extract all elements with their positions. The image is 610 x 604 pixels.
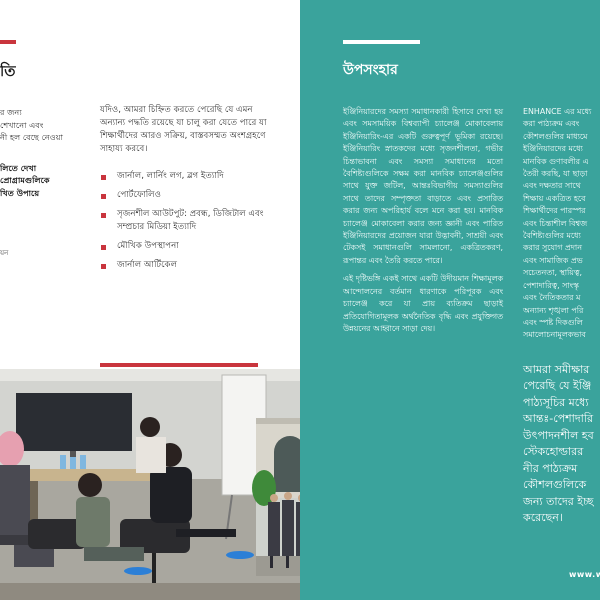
text-line: নীর পাঠ্যক্রম	[523, 461, 578, 475]
text-line: স্টেকহোল্ডারর	[523, 445, 584, 459]
website-url[interactable]: www.wa	[569, 570, 610, 579]
text-line: আমরা সমীক্ষার	[523, 362, 590, 376]
text-line: শিক্ষার্থীদের পারস্পর	[523, 206, 586, 216]
list-item: জার্নাল, লার্নিং লগ, ব্লগ ইত্যাদি	[100, 170, 280, 183]
list-item: পোর্টফোলিও	[100, 189, 280, 202]
text-line: পেশাদারিত্ব, সাংস্কৃ	[523, 280, 579, 290]
left-page	[0, 0, 300, 600]
text-line: লিতে দেখা	[0, 162, 37, 173]
title-accent-bar	[0, 40, 16, 44]
list-item: মৌখিক উপস্থাপনা	[100, 240, 280, 253]
text-line: কৌশলগুলিকে	[523, 478, 587, 492]
text-line: করেছেন।	[523, 511, 563, 525]
text-line: কৌশলগুলির মাধ্যমে	[523, 131, 588, 141]
text-line: র জন্য	[0, 107, 22, 117]
text-line: শিক্ষায় একত্রিত হবে	[523, 193, 586, 203]
paragraph: ইঞ্জিনিয়ারদের সমস্যা সমাধানকারী হিসাবে দেখা হয় এবং সমসাময়িক বিশ্বব্যাপী চ্যালেঞ্জ মোকাবেলায় ইঞ্জিনিয়ারিং-এর একটি গুরুত্বপূর্ণ ভূমিকা রয়েছে। ইঞ্জিনিয়ারিং স্নাতকদের মধ্যে সৃজনশীলতা, গভীর চিন্তাভাবনা এবং সমস্যা সমাধানের মতো বৈশিষ্ট্যগুলিকে সক্ষম করা মানবিক চ্যালেঞ্জগুলির সাথে যুক্ত জটিল, আন্তঃবিভাগীয় সমস্যাগুলির সাথে তাদের সম্পৃক্ততা বাড়াতে এবং প্রসারিত করার জন্য অপরিহার্য বলে মনে করা হয়। মানবিক চ্যালেঞ্জ মোকাবেলা করার জন্য জ্ঞানী এবং পারিত ইঞ্জিনিয়ারদের প্রয়োজন যারা উদ্ভাবনী, সাশ্রয়ী এবং টেকসই সমাধানগুলি সামলানো, একত্রিতকরণ, রূপান্তর এবং তৈরি করতে পারে।	[343, 107, 503, 265]
text-line: এবং নৈতিকতার ম	[523, 293, 581, 303]
text-line: করা পাঠ্যক্রম এবং	[523, 119, 580, 129]
accent-divider	[100, 363, 258, 367]
text-line: বৈশিষ্ট্যগুলির মধ্যে	[523, 231, 581, 241]
conclusion-column	[343, 106, 503, 341]
text-line: এবং সামাজিক প্রভ	[523, 255, 583, 265]
page-title: তি	[0, 62, 16, 80]
text-line: শেখানো এবং	[0, 119, 44, 130]
right-page	[300, 0, 610, 600]
section-title: উপসংহার	[343, 62, 398, 78]
methods-column	[100, 104, 280, 278]
text-line: খিত উপায়ে	[0, 187, 40, 198]
text-line: জন্য তাদের ইচ্ছ	[523, 494, 594, 508]
text-line: প্রোগ্রামগুলিকে	[0, 175, 50, 185]
paragraph: এই দৃষ্টিভঙ্গি একই সাথে একটি উদীয়মান শিক্ষামূলক আন্দোলনের বর্তমান ধারণাকে পরিপূরক এবং চ্যালেঞ্জ করে যা প্রায় ব্যতিক্রম ছাড়াই প্রতিযোগিতামূলক অর্থনৈতিক বৃদ্ধি এবং প্রযুক্তিগত উন্নয়নের আহ্বানে সাড়া দেয়।	[343, 274, 503, 333]
text-line: এবং চিন্তাশীল বিশ্বজ	[523, 218, 588, 228]
text-line: উৎপাদনশীল হব	[523, 428, 594, 442]
text-line: মানবিক গুণাবলীর এ	[523, 156, 589, 166]
conclusion-column-continued	[523, 106, 600, 527]
text-line: পেরেছি যে ইঞ্জি	[523, 379, 592, 393]
text-line: নী হল বেছে নেওয়া	[0, 132, 64, 142]
title-accent-bar	[343, 40, 420, 44]
list-item: সৃজনশীল আউটপুট: প্রবন্ধ, ডিজিটাল এবং সম্প্রচার মিডিয়া ইত্যাদি	[100, 208, 280, 234]
left-column-text	[0, 106, 80, 269]
text-line: পাঠ্যসূচির মধ্যে	[523, 395, 589, 409]
text-line: সচেতনতা, স্থায়িত্ব,	[523, 268, 583, 278]
text-line: সমালোচনামূলকভাব	[523, 330, 586, 340]
text-line: এবং স্পষ্ট দিকগুলি	[523, 317, 583, 327]
text-line: করার সুযোগ প্রদান	[523, 243, 582, 253]
text-line: য়ন	[0, 249, 9, 257]
text-line: অন্যান্য শৃঙ্খলা পরি	[523, 305, 584, 315]
text-line: এবং দক্ষতার সাথে	[523, 181, 581, 191]
text-line: আন্তঃ-পেশাদারি	[523, 412, 594, 426]
intro-paragraph: যদিও, আমরা চিহ্নিত করতে পেরেছি যে এমন অন্যান্য পদ্ধতি রয়েছে যা চালু করা যেতে পারে যা শিক্ষার্থীদের আরও সক্রিয়, বাস্তবসম্মত অংশগ্রহণে সাহায্য করবে।	[100, 105, 267, 154]
list-item: জার্নাল আর্টিকেল	[100, 259, 280, 272]
text-line: তৈরী করছি, যা ছাড়া	[523, 169, 588, 179]
text-line: ENHANCE এর মধ্যে	[523, 107, 592, 116]
methods-list	[100, 170, 280, 272]
text-line: ইঞ্জিনিয়ারদের মধ্যে	[523, 144, 583, 154]
